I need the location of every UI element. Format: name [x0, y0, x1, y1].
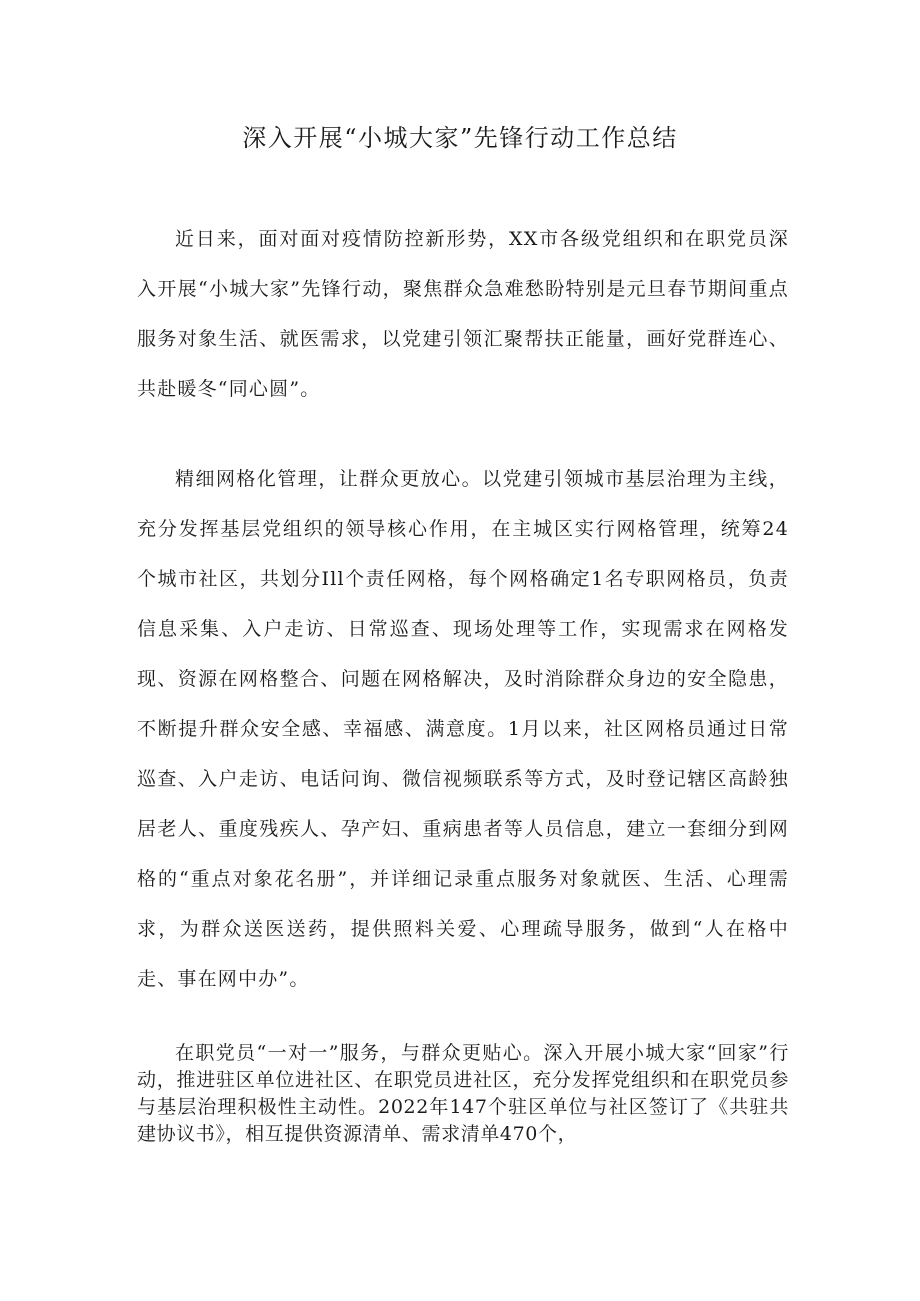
- document-title: 深入开展“小城大家”先锋行动工作总结: [242, 124, 678, 152]
- paragraph-party-member-service: 在职党员“一对一”服务，与群众更贴心。深入开展小城大家“回家”行动，推进驻区单位进社区、在职党员进社区，充分发挥党组织和在职党员参与基层治理积极性主动性。2022年147个驻区单位与社区签订了《共驻共建协议书》，相互提供资源清单、需求清单470个，: [137, 1042, 789, 1145]
- paragraph-intro: 近日来，面对面对疫情防控新形势，XX市各级党组织和在职党员深入开展“小城大家”先锋行动，聚焦群众急难愁盼特别是元旦春节期间重点服务对象生活、就医需求，以党建引领汇聚帮扶正能量，画好党群连心、共赴暖冬“同心圆”。: [137, 228, 789, 400]
- paragraph-grid-management: 精细网格化管理，让群众更放心。以党建引领城市基层治理为主线，充分发挥基层党组织的领导核心作用，在主城区实行网格管理，统筹24个城市社区，共划分Ill个责任网格，每个网格确定1名专职网格员，负责信息采集、入户走访、日常巡查、现场处理等工作，实现需求在网格发现、资源在网格整合、问题在网格解决，及时消除群众身边的安全隐患，不断提升群众安全感、幸福感、满意度。1月以来，社区网格员通过日常巡查、入户走访、电话问询、微信视频联系等方式，及时登记辖区高龄独居老人、重度残疾人、孕产妇、重病患者等人员信息，建立一套细分到网格的“重点对象花名册”，并详细记录重点服务对象就医、生活、心理需求，为群众送医送药，提供照料关爱、心理疏导服务，做到“人在格中走、事在网中办”。: [137, 468, 789, 990]
